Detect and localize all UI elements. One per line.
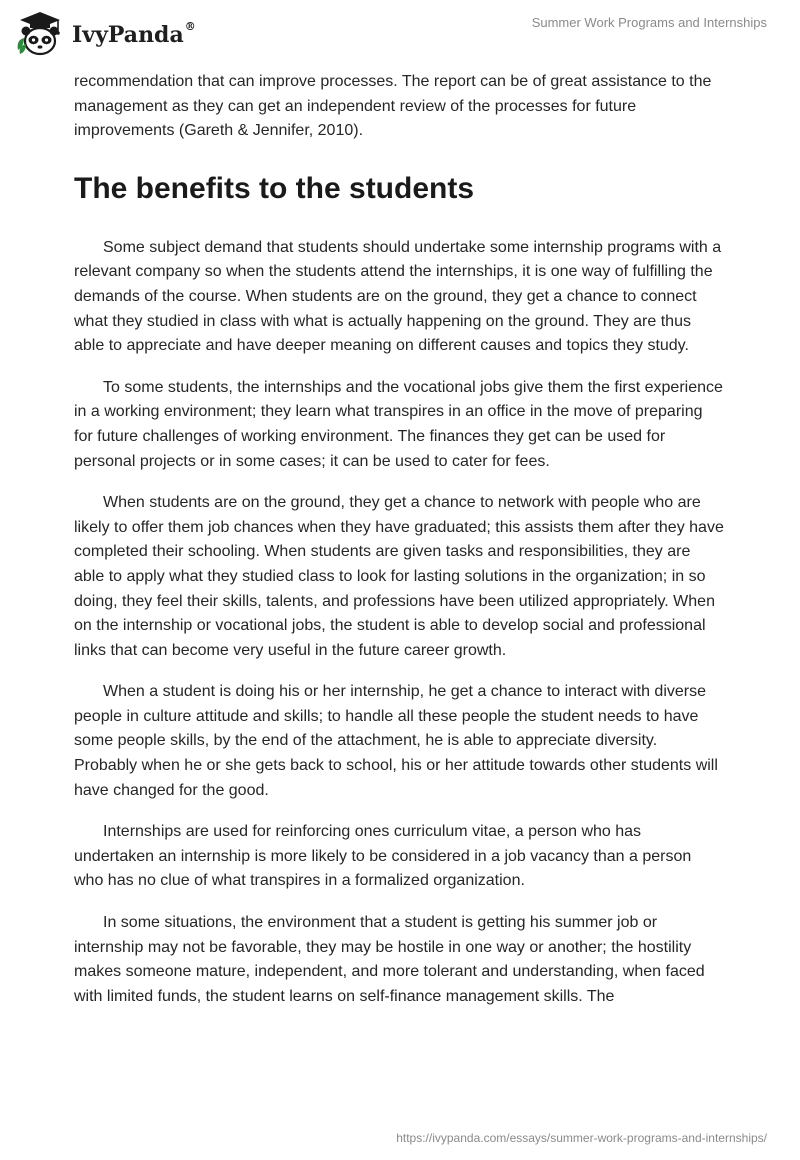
document-title: Summer Work Programs and Internships: [531, 15, 767, 30]
body-paragraph: Internships are used for reinforcing ones curriculum vitae, a person who has undertaken an internship is more likely to be considered in a job vacancy than a person who has no clue of what transpires in a formalized organization.: [74, 823, 692, 890]
essay-content: [74, 70, 724, 1026]
body-paragraph: To some students, the internships and the vocational jobs give them the first experience in a working environment; they learn what transpires in an office in the move of preparing for future challenges of working environment. The finances they get can be used for personal projects or in some cases; it can be used to cater for fees.: [74, 378, 723, 470]
body-paragraph: Some subject demand that students should undertake some internship programs with a relevant company so when the students attend the internships, it is one way of fulfilling the demands of the course. When students are on the ground, they get a chance to connect what they studied in class with what is actually happening on the ground. They are thus able to appreciate and have deeper meaning on different causes and topics they study.: [74, 238, 722, 355]
intro-paragraph: recommendation that can improve processes. The report can be of great assistance to the management as they can get an independent review of the processes for future improvements (Gareth & Jennifer, 2010).: [74, 73, 712, 140]
panda-logo-icon: [14, 10, 66, 58]
registered-mark: ®: [184, 19, 196, 33]
brand-name: IvyPanda®: [72, 19, 196, 48]
brand-logo[interactable]: [14, 10, 196, 58]
page-header: [0, 0, 800, 70]
body-paragraph: When students are on the ground, they get a chance to network with people who are likely to offer them job chances when they have graduated; this assists them after they have completed their schooling. When students are given tasks and responsibilities, they are able to apply what they studied class to look for lasting solutions in the organization; in so doing, they feel their skills, talents, and professions have been utilized appropriately. When on the internship or vocational jobs, the student is able to develop social and professional links that can become very useful in the future career growth.: [74, 494, 724, 659]
source-url-link[interactable]: https://ivypanda.com/essays/summer-work-programs-and-internships/: [396, 1131, 767, 1145]
body-paragraph: When a student is doing his or her internship, he get a chance to interact with diverse people in culture attitude and skills; to handle all these people the student needs to have some people skills, by the end of the attachment, he is able to appreciate diversity. Probably when he or she gets back to school, his or her attitude towards other students will have changed for the good.: [74, 683, 718, 799]
body-paragraph: In some situations, the environment that a student is getting his summer job or internship may not be favorable, they may be hostile in one way or another; the hostility makes someone mature, independent, and more tolerant and understanding, when faced with limited funds, the student learns on self-finance management skills. The: [74, 914, 705, 1005]
section-heading: The benefits to the students: [74, 171, 475, 205]
